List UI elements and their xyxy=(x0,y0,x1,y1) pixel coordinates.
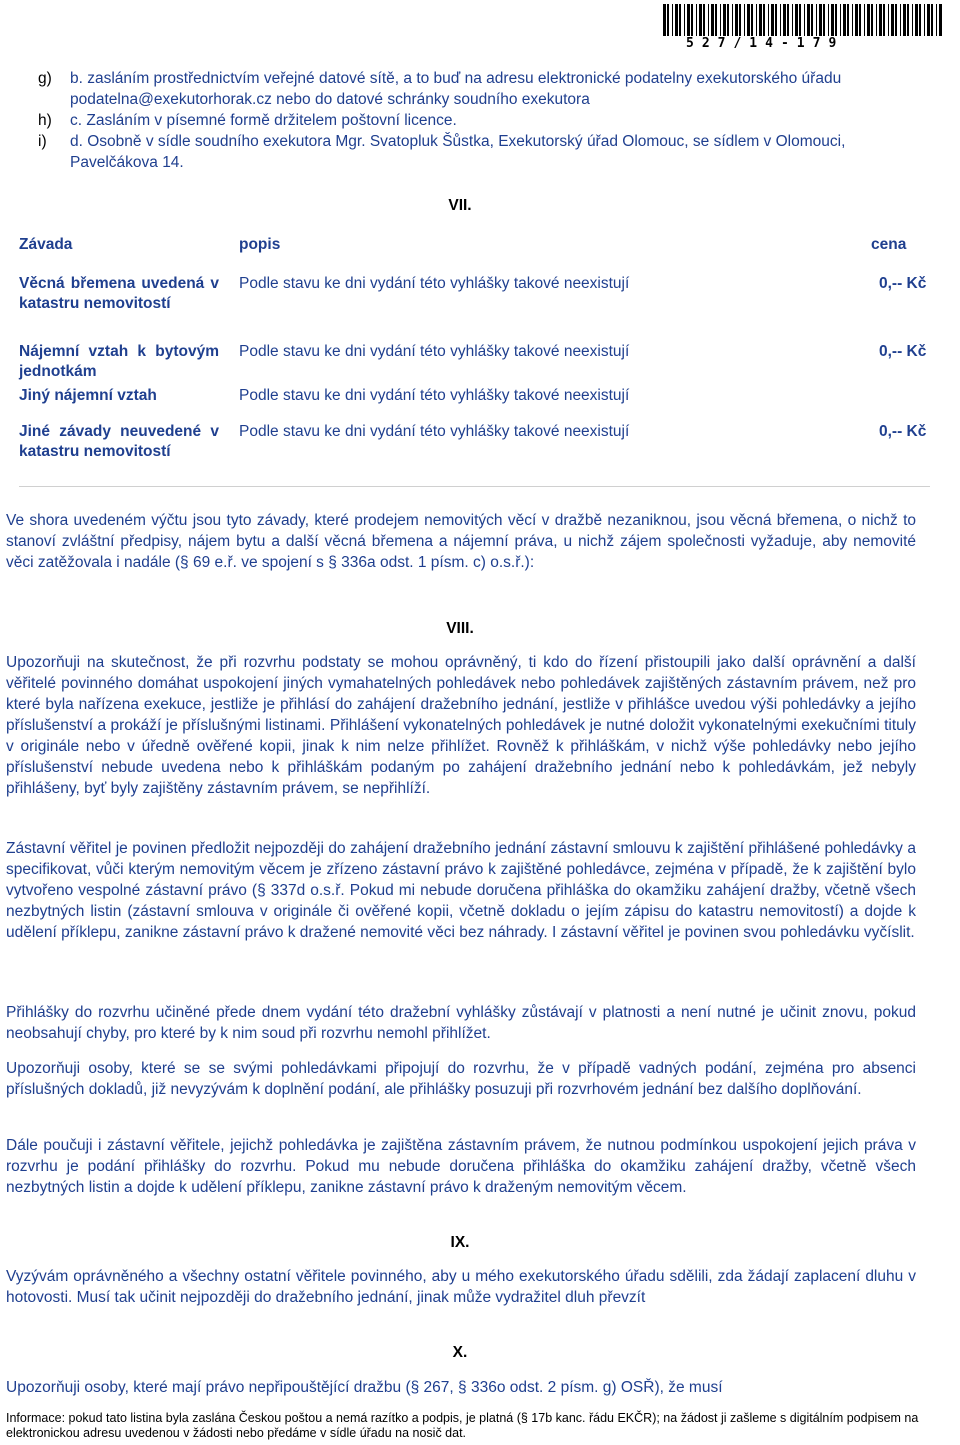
delivery-options-list xyxy=(38,68,898,173)
list-marker: g) xyxy=(38,70,52,87)
cell-price: 0,-- Kč xyxy=(879,275,927,292)
defects-table xyxy=(19,236,931,460)
section-heading-x: X. xyxy=(452,1344,468,1361)
list-item-text: c. Zasláním v písemné formě držitelem poštovní licence. xyxy=(70,112,457,129)
cell-description: Podle stavu ke dni vydání této vyhlášky takové neexistují xyxy=(239,423,630,440)
barcode-graphic xyxy=(663,4,945,36)
cell-defect: Věcná břemena uvedená v katastru nemovitostí xyxy=(19,275,219,312)
section-heading-ix: IX. xyxy=(450,1234,470,1251)
section-heading-vii: VII. xyxy=(448,197,472,214)
section-heading-viii: VIII. xyxy=(446,620,474,637)
cell-defect: Nájemní vztah k bytovým jednotkám xyxy=(19,343,219,380)
list-item-text: b. zasláním prostřednictvím veřejné datové sítě, a to buď na adresu elektronické podatelny exekutorského úřadu podatelna@exekutorhorak.cz nebo do datové schránky soudního exekutora xyxy=(70,70,842,108)
list-marker: h) xyxy=(38,112,52,129)
footer-note: Informace: pokud tato listina byla zaslána Českou poštou a nemá razítko a podpis, je platná (§ 17b kanc. řádu EKČR); na žádost ji zašleme s digitálním podpisem na elektronickou adresu uvedenou v žádosti nebo předáme v sídle úřadu na nosič dat. xyxy=(6,1411,919,1440)
barcode-number: 527/14-179 xyxy=(686,36,845,51)
list-item xyxy=(38,110,898,131)
cell-defect: Jiné závady neuvedené v katastru nemovitostí xyxy=(19,423,219,460)
paragraph-remaining-defects: Ve shora uvedeném výčtu jsou tyto závady, které prodejem nemovitých věcí v dražbě nezaniknou, jsou věcná břemena, o nichž to stanoví zvláštní předpisy, nájem bytu a další věcná břemena a nájemní práva, u nichž zájem společnosti vyžaduje, aby nemovité věci zatěžovala i nadále (§ 69 e.ř. ve spojení s § 336a odst. 1 písm. c) o.s.ř.): xyxy=(6,512,916,571)
paragraph-pledge-notice: Dále poučuji i zástavní věřitele, jejichž pohledávka je zajištěna zástavním právem, že nutnou podmínkou uspokojení jejich práva v rozvrhu je podání přihlášky do rozvrhu. Pokud mu nebude doručena přihláška do okamžiku zahájení dražby, včetně všech nezbytných listin a dojde k udělení příklepu, zanikne zástavní právo k draženým nemovitým věcem. xyxy=(6,1137,916,1196)
paragraph-claims: Upozorňuji na skutečnost, že při rozvrhu podstaty se mohou oprávněný, ti kdo do řízení přistoupili jako další oprávnění a další věřitelé povinného domáhat uspokojení jiných vymahatelných pohledávek nebo pohledávek zajištěných zástavním právem, než pro které byla nařízena exekuce, jestliže je přihlásí do zahájení dražebního jednání, jestliže v přihlášce uvedou výši pohledávky a jejího příslušenství a prokáží je příslušnými listinami. Přihlášení vykonatelných pohledávek je nutné doložit vykonatelnými exekučními tituly v originále nebo v úředně ověřené kopii, jinak k nim nelze přihlížet. Rovněž k přihláškám, v nichž výše pohledávky nebo jejího příslušenství nebude uvedena nebo k přihláškám podaným po zahájení dražebního jednání nebo k pohledávkám, jež nebyly přihlášeny, byť byly zajištěny zástavním právem, se nepřihlíží. xyxy=(6,654,916,797)
header-price: cena xyxy=(871,236,907,253)
table-bottom-divider xyxy=(19,486,930,487)
list-item xyxy=(38,131,898,173)
cell-description: Podle stavu ke dni vydání této vyhlášky takové neexistují xyxy=(239,343,630,360)
list-marker: i) xyxy=(38,133,47,150)
paragraph-cash-payment: Vyzývám oprávněného a všechny ostatní věřitele povinného, aby u mého exekutorského úřadu sdělili, zda žádají zaplacení dluhu v hotovosti. Musí tak učinit nejpozději do dražebního jednání, jinak může vydražitel dluh převzít xyxy=(6,1268,916,1306)
paragraph-defective-submissions: Upozorňuji osoby, které se se svými pohledávkami připojují do rozvrhu, že v případě vadných podání, zejména pro absenci příslušných dokladů, již nevyzývám k doplnění podání, ale přihlášky posuzuji při rozvrhovém jednání bez dalšího doplňování. xyxy=(6,1060,916,1098)
cell-description: Podle stavu ke dni vydání této vyhlášky takové neexistují xyxy=(239,275,630,292)
cell-price: 0,-- Kč xyxy=(879,343,927,360)
paragraph-excluding-rights: Upozorňuji osoby, které mají právo nepřipouštějící dražbu (§ 267, § 336o odst. 2 písm. g) OSŘ), že musí xyxy=(6,1379,723,1396)
list-item xyxy=(38,68,898,110)
list-item-text: d. Osobně v sídle soudního exekutora Mgr. Svatopluk Šůstka, Exekutorský úřad Olomouc, se sídlem v Olomouci, Pavelčákova 14. xyxy=(70,133,846,171)
header-description: popis xyxy=(239,236,281,253)
table-header xyxy=(19,236,931,262)
cell-description: Podle stavu ke dni vydání této vyhlášky takové neexistují xyxy=(239,387,630,404)
header-defect: Závada xyxy=(19,236,73,253)
paragraph-prior-applications: Přihlášky do rozvrhu učiněné přede dnem vydání této dražební vyhlášky zůstávají v platnosti a není nutné je učinit znovu, pokud neobsahují chyby, pro které by k nim soud při rozvrhu nemohl přihlížet. xyxy=(6,1004,916,1042)
paragraph-pledge-creditor: Zástavní věřitel je povinen předložit nejpozději do zahájení dražebního jednání zástavní smlouvu k zajištění přihlášené pohledávky a specifikovat, vůči kterým nemovitým věcem je zřízeno zástavní právo k zajištěné pohledávce, zejména v případě, že k zajištění bylo vytvořeno vespolné zástavní právo (§ 337d o.s.ř. Pokud mi nebude doručena přihláška do okamžiku zahájení dražby, včetně všech nezbytných listin (zástavní smlouva v originále či ověřené kopii, včetně dokladu o jejím zápisu do katastru nemovitostí) a dojde k udělení příklepu, zanikne zástavní právo k dražené nemovité věci bez náhrady. I zástavní věřitel je povinen svou pohledávku vyčíslit. xyxy=(6,840,916,941)
cell-defect: Jiný nájemní vztah xyxy=(19,387,157,404)
cell-price: 0,-- Kč xyxy=(879,423,927,440)
